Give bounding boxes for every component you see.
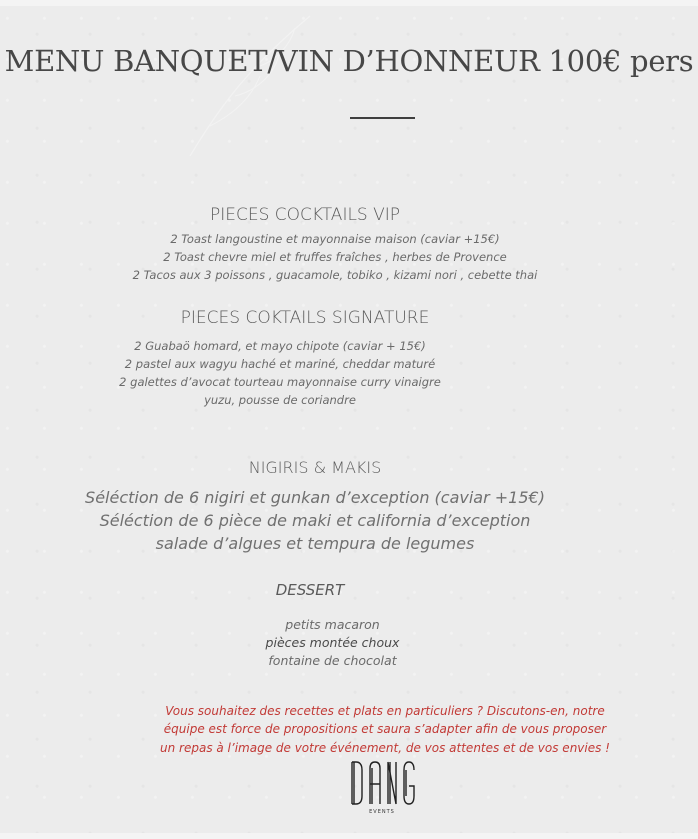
- menu-item: 2 Toast chevre miel et fruffes fraîches , herbes de Provence: [163, 250, 507, 264]
- section-heading-signature: PIECES COKTAILS SIGNATURE: [180, 308, 430, 328]
- note-line: un repas à l’image de votre événement, de vos attentes et de vos envies !: [160, 741, 610, 755]
- menu-item: 2 Tacos aux 3 poissons , guacamole, tobiko , kizami nori , cebette thai: [132, 268, 538, 282]
- menu-item: Séléction de 6 pièce de maki et california d’exception: [99, 511, 531, 530]
- menu-item: 2 pastel aux wagyu haché et mariné, cheddar maturé: [124, 357, 436, 371]
- menu-item: yuzu, pousse de coriandre: [204, 393, 356, 407]
- logo-subtitle: EVENTS: [369, 809, 395, 815]
- leaf-decoration: [180, 6, 320, 166]
- menu-item: fontaine de chocolat: [268, 653, 397, 668]
- menu-item: salade d’algues et tempura de legumes: [155, 534, 475, 553]
- menu-item: pièces montée choux: [265, 635, 400, 650]
- menu-item: petits macaron: [285, 617, 380, 632]
- menu-item: 2 galettes d’avocat tourteau mayonnaise curry vinaigre: [119, 375, 441, 389]
- note-line: Vous souhaitez des recettes et plats en particuliers ? Discutons-en, notre: [165, 704, 605, 718]
- title-divider: [350, 117, 415, 119]
- page-title: MENU BANQUET/VIN D’HONNEUR 100€ pers: [4, 44, 694, 78]
- section-heading-dessert: DESSERT: [275, 581, 345, 599]
- menu-item: 2 Guabaö homard, et mayo chipote (caviar + 15€): [134, 339, 426, 353]
- section-heading-vip: PIECES COCKTAILS VIP: [209, 205, 401, 225]
- menu-item: Séléction de 6 nigiri et gunkan d’exception (caviar +15€): [85, 488, 545, 507]
- menu-item: 2 Toast langoustine et mayonnaise maison (caviar +15€): [170, 232, 500, 246]
- note-line: équipe est force de propositions et saura s’adapter afin de vous proposer: [163, 722, 607, 736]
- section-heading-nigiris: NIGIRIS & MAKIS: [248, 458, 382, 477]
